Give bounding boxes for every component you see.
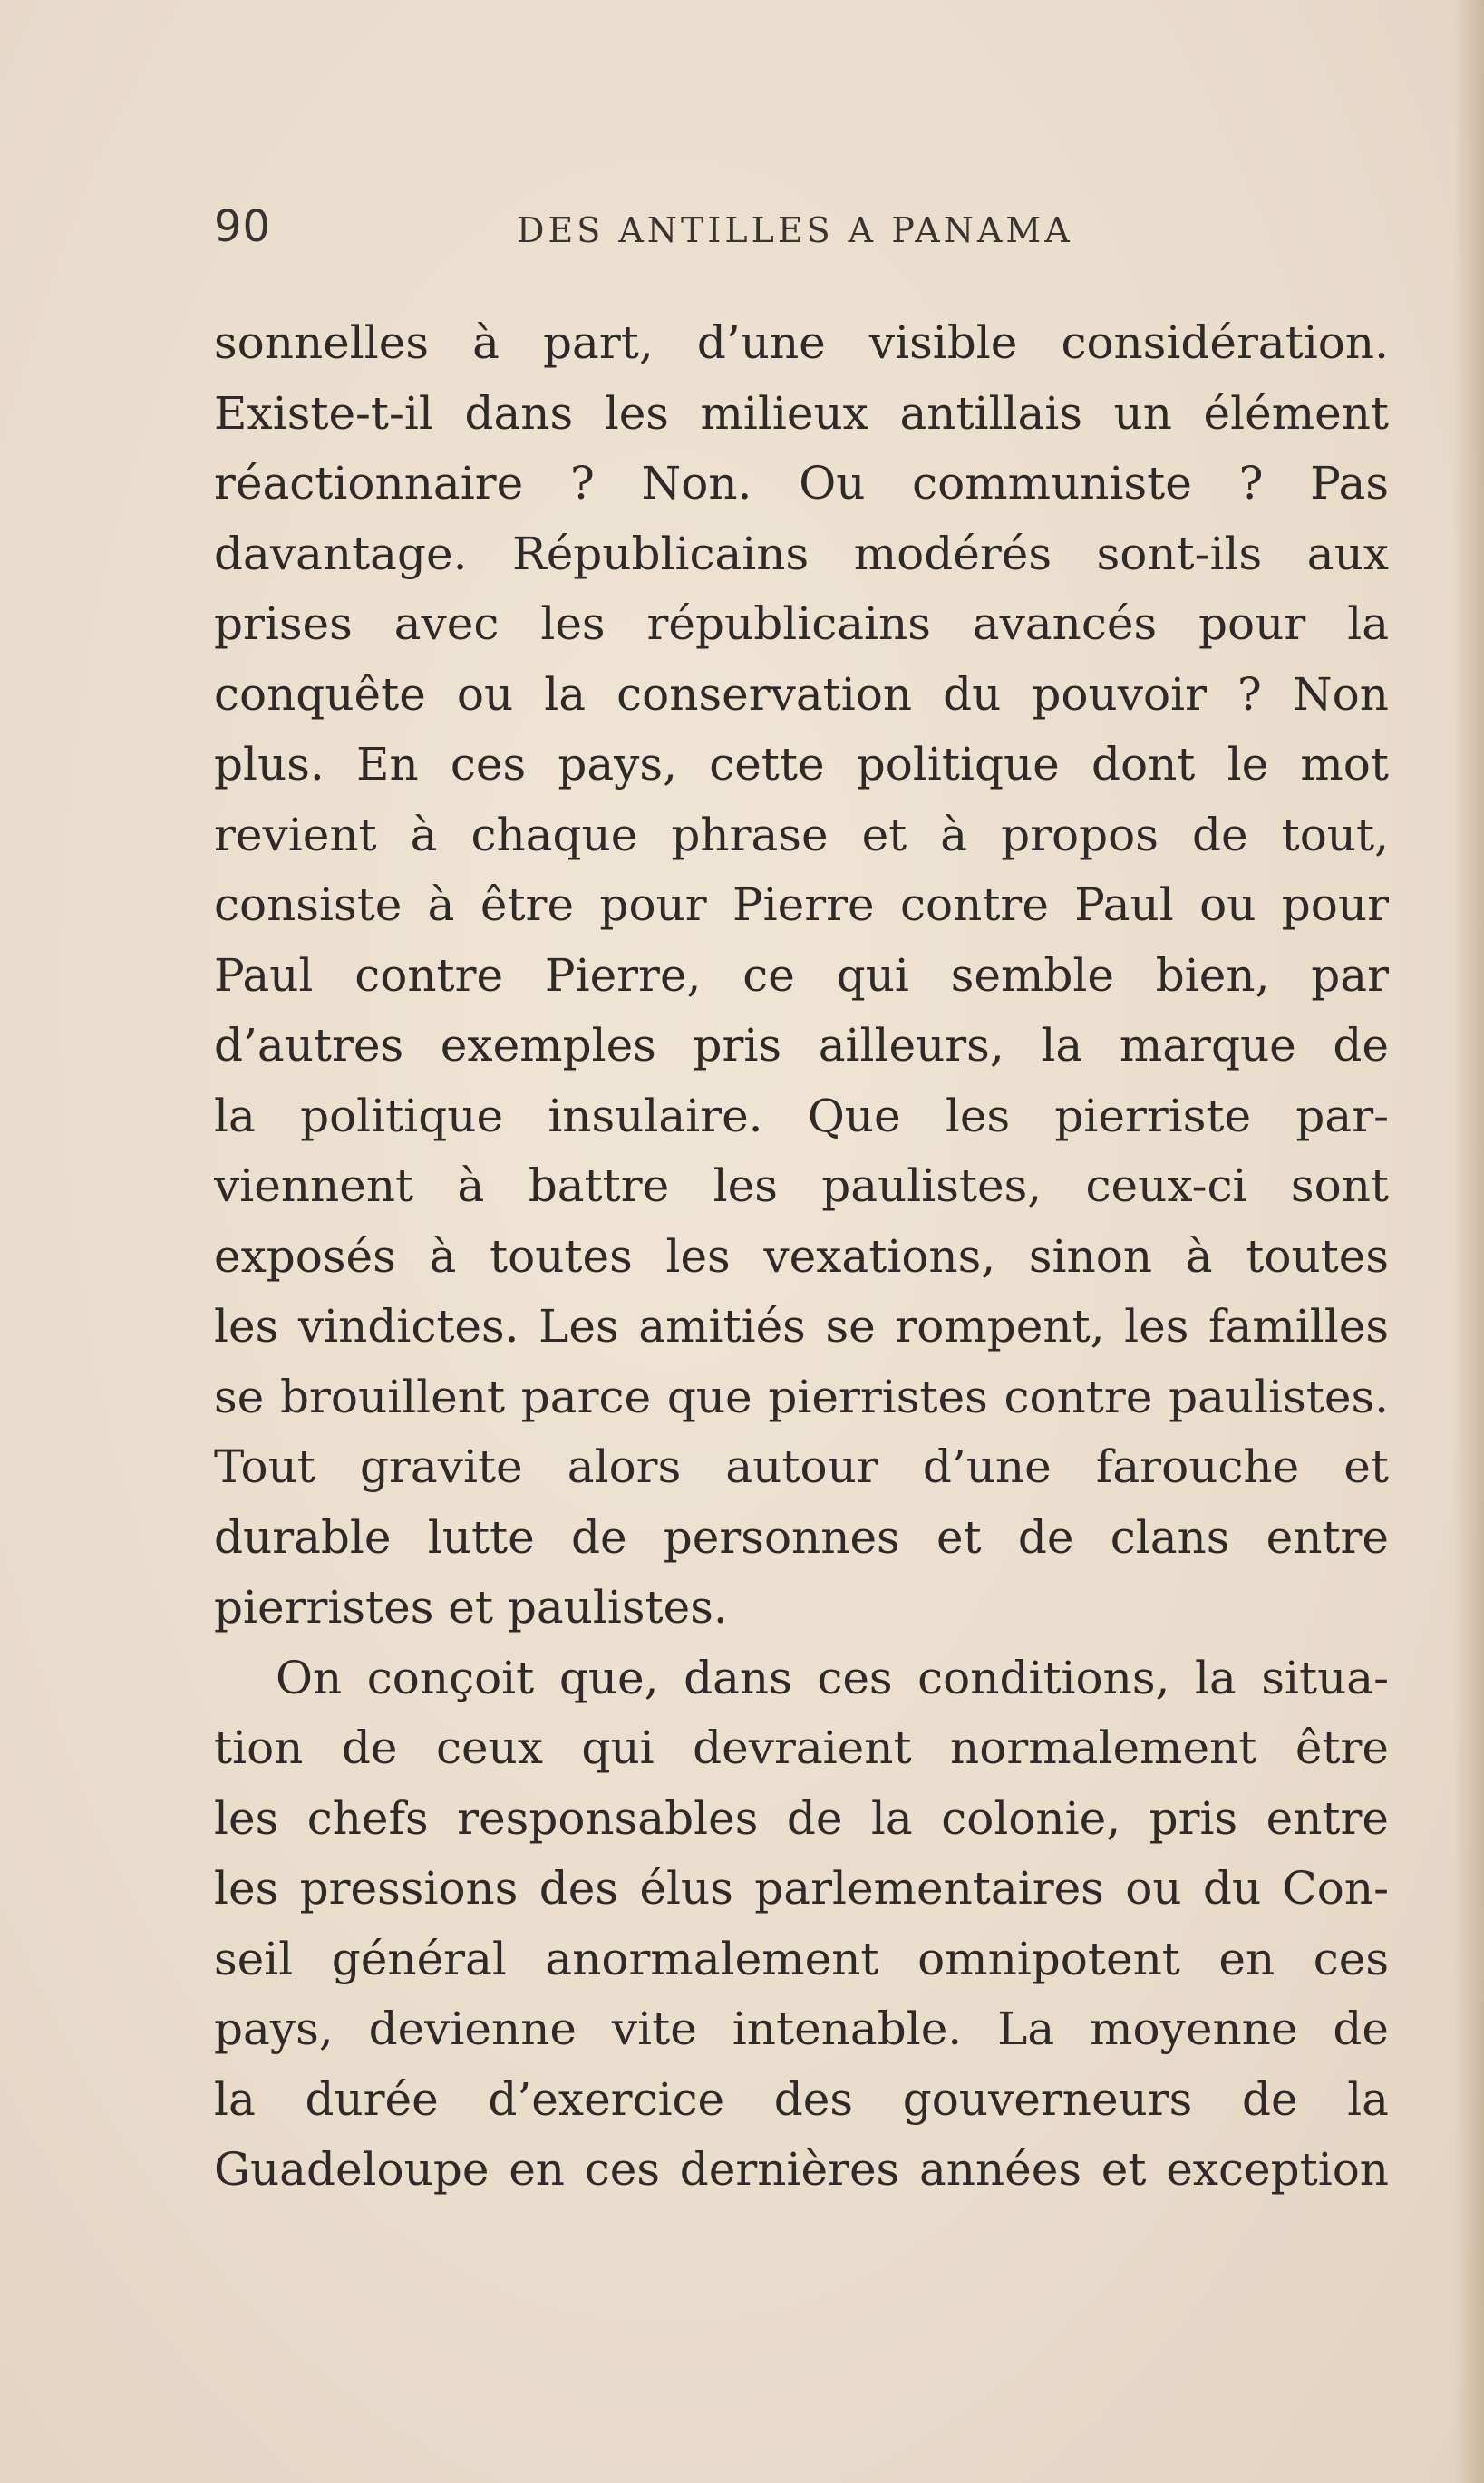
- text-line: On conçoit que, dans ces conditions, la situa-: [276, 1651, 1389, 1704]
- text-line: Tout gravite alors autour d’une farouche et: [214, 1440, 1389, 1493]
- text-line: se brouillent parce que pierristes contre paulistes.: [214, 1370, 1389, 1423]
- text-line: Guadeloupe en ces dernières années et exception: [214, 2143, 1389, 2196]
- text-line: conquête ou la conservation du pouvoir ? Non: [214, 667, 1389, 721]
- text-line: exposés à toutes les vexations, sinon à toutes: [214, 1229, 1389, 1283]
- text-line: durable lutte de personnes et de clans entre: [214, 1510, 1389, 1564]
- text-line: Existe-t-il dans les milieux antillais un élément: [214, 386, 1389, 440]
- text-line: la durée d’exercice des gouverneurs de la: [214, 2072, 1389, 2126]
- running-title: DES ANTILLES A PANAMA: [517, 210, 1073, 250]
- text-line: Paul contre Pierre, ce qui semble bien, par: [214, 948, 1389, 1002]
- text-line: d’autres exemples pris ailleurs, la marque de: [214, 1019, 1389, 1072]
- text-line: consiste à être pour Pierre contre Paul ou pour: [214, 878, 1389, 931]
- text-line: plus. En ces pays, cette politique dont le mot: [214, 738, 1389, 790]
- text-line: revient à chaque phrase et à propos de tout,: [214, 808, 1389, 861]
- page-header: [214, 201, 1392, 265]
- body-text: [214, 308, 1389, 2206]
- text-line: pierristes et paulistes.: [214, 1581, 728, 1634]
- text-line: seil général anormalement omnipotent en ces: [214, 1932, 1389, 1985]
- text-line: tion de ceux qui devraient normalement être: [214, 1722, 1389, 1774]
- text-line: les vindictes. Les amitiés se rompent, les familles: [214, 1300, 1389, 1353]
- text-line: davantage. Républicains modérés sont-ils aux: [214, 527, 1389, 580]
- text-line: les pressions des élus parlementaires ou du Con-: [214, 1862, 1389, 1915]
- text-line: réactionnaire ? Non. Ou communiste ? Pas: [214, 457, 1389, 509]
- text-line: sonnelles à part, d’une visible considération.: [214, 316, 1389, 369]
- page-edge-shadow: [1453, 0, 1484, 2483]
- text-line: pays, devienne vite intenable. La moyenne de: [214, 2003, 1389, 2055]
- text-line: prises avec les républicains avancés pour la: [214, 597, 1389, 650]
- text-line: la politique insulaire. Que les pierriste par-: [214, 1089, 1389, 1142]
- text-line: viennent à battre les paulistes, ceux-ci sont: [214, 1159, 1389, 1212]
- text-line: les chefs responsables de la colonie, pris entre: [214, 1791, 1389, 1845]
- page-number: 90: [214, 201, 272, 252]
